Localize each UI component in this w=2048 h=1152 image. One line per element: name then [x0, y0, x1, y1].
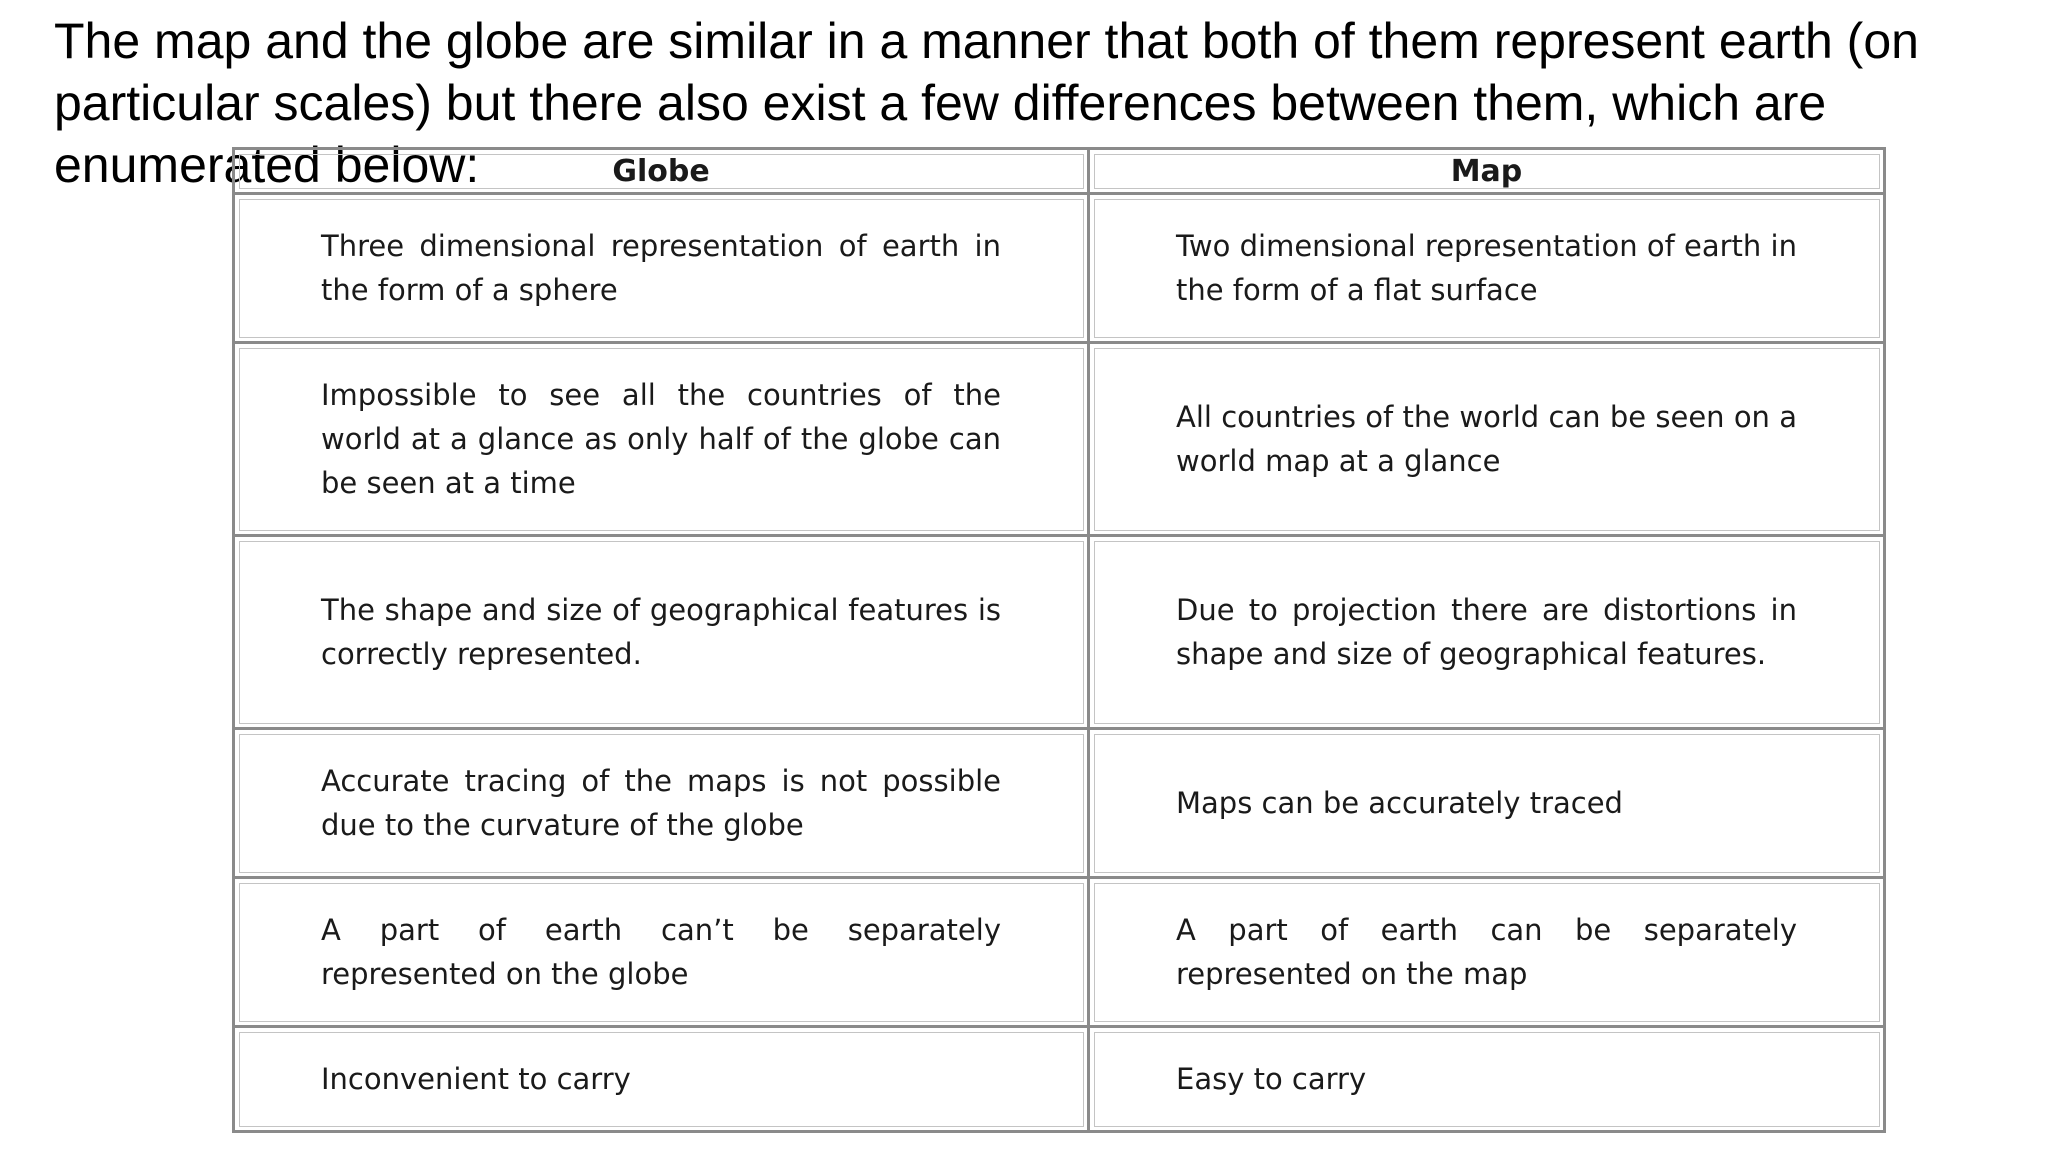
map-cell — [1089, 1027, 1885, 1132]
cell-text: Maps can be accurately traced — [1176, 786, 1623, 820]
map-cell — [1089, 536, 1885, 729]
globe-cell — [234, 1027, 1089, 1132]
table-row — [234, 878, 1885, 1027]
cell-text: Three dimensional representation of earth in the form of a sphere — [321, 229, 1001, 307]
cell-text: Due to projection there are distortions in shape and size of geographical features. — [1176, 593, 1797, 671]
cell-text: A part of earth can be separately represented on the map — [1176, 913, 1797, 991]
table-header-row — [234, 149, 1885, 194]
table-row — [234, 343, 1885, 536]
map-cell — [1089, 194, 1885, 343]
table-row — [234, 729, 1885, 878]
cell-text: Inconvenient to carry — [321, 1062, 631, 1096]
header-map: Map — [1089, 149, 1885, 194]
cell-text: All countries of the world can be seen on a world map at a glance — [1176, 400, 1797, 478]
header-globe: Globe — [234, 149, 1089, 194]
globe-cell — [234, 878, 1089, 1027]
cell-text: A part of earth can’t be separately represented on the globe — [321, 913, 1001, 991]
cell-text: Easy to carry — [1176, 1062, 1367, 1096]
table-row — [234, 1027, 1885, 1132]
map-cell — [1089, 343, 1885, 536]
table-row — [234, 194, 1885, 343]
table-row — [234, 536, 1885, 729]
cell-text: Impossible to see all the countries of the world at a glance as only half of the globe can be seen at a time — [321, 378, 1001, 500]
cell-text: The shape and size of geographical features is correctly represented. — [321, 593, 1001, 671]
cell-text: Two dimensional representation of earth in the form of a flat surface — [1176, 229, 1797, 307]
cell-text: Accurate tracing of the maps is not possible due to the curvature of the globe — [321, 764, 1001, 842]
map-cell — [1089, 729, 1885, 878]
globe-cell — [234, 194, 1089, 343]
globe-cell — [234, 729, 1089, 878]
globe-cell — [234, 343, 1089, 536]
intro-paragraph: The map and the globe are similar in a manner that both of them represent earth (on particular scales) but there also exist a few differences between them, which are enumerated below: — [54, 13, 1919, 193]
globe-cell — [234, 536, 1089, 729]
map-cell — [1089, 878, 1885, 1027]
globe-map-comparison-table — [232, 147, 1886, 1133]
